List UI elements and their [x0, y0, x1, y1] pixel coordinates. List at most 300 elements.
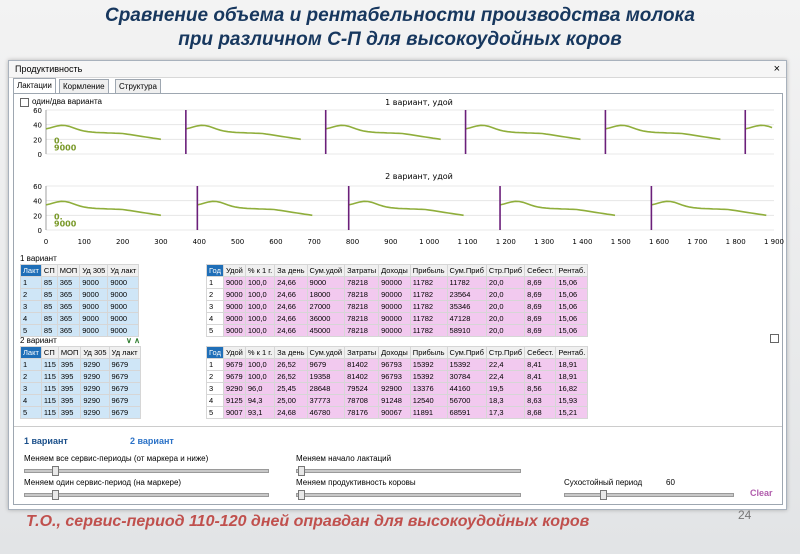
table-cell[interactable]: 79524: [345, 383, 379, 395]
lactation-curve: [197, 201, 312, 215]
table-cell[interactable]: 28648: [307, 383, 345, 395]
table-cell[interactable]: 2: [207, 371, 224, 383]
column-header[interactable]: Удой: [223, 347, 245, 359]
table-cell[interactable]: 1: [21, 277, 42, 289]
column-header[interactable]: Затраты: [345, 347, 379, 359]
change-productivity-slider[interactable]: [296, 490, 521, 498]
table-cell[interactable]: 68591: [447, 407, 486, 419]
clear-button[interactable]: Clear: [750, 488, 773, 498]
column-header[interactable]: Удой: [223, 265, 245, 277]
variant1-lactation-table: [20, 264, 139, 337]
table-cell[interactable]: 2: [21, 371, 42, 383]
column-header[interactable]: Уд лакт: [109, 347, 140, 359]
change-start-label: Меняем начало лактаций: [296, 454, 392, 463]
table-cell[interactable]: 9679: [109, 359, 140, 371]
table-cell[interactable]: 8,69: [525, 325, 556, 337]
table-cell[interactable]: 24,68: [275, 407, 307, 419]
table-cell[interactable]: 4: [207, 395, 224, 407]
table-cell[interactable]: 11782: [410, 313, 447, 325]
conclusion-text: Т.О., сервис-период 110-120 дней оправдан для высокоудойных коров: [26, 513, 590, 530]
table-cell[interactable]: 85: [41, 301, 57, 313]
table-cell[interactable]: 9000: [108, 325, 139, 337]
x-tick-label: 200: [115, 238, 130, 246]
column-header[interactable]: Сум.Приб: [447, 265, 486, 277]
table-cell[interactable]: 2: [21, 289, 42, 301]
table-cell[interactable]: 8,69: [525, 313, 556, 325]
table-cell[interactable]: 100,0: [245, 313, 274, 325]
column-header[interactable]: Затраты: [345, 265, 379, 277]
table-cell[interactable]: 9000: [307, 277, 345, 289]
y-tick-label: 60: [33, 107, 42, 115]
lactation-curve: [605, 125, 720, 139]
table-cell[interactable]: 11782: [410, 301, 447, 313]
close-icon[interactable]: ×: [773, 63, 780, 75]
table-cell[interactable]: 20,0: [486, 289, 524, 301]
y-tick-label: 20: [33, 212, 42, 221]
lactation-curve: [46, 201, 161, 215]
table-cell[interactable]: 78218: [345, 289, 379, 301]
table-row[interactable]: [207, 325, 588, 337]
table-cell[interactable]: 100,0: [245, 301, 274, 313]
column-header[interactable]: Стр.Приб: [486, 347, 524, 359]
table-cell[interactable]: 395: [58, 383, 80, 395]
table-cell[interactable]: 85: [41, 277, 57, 289]
table-cell[interactable]: 9000: [108, 313, 139, 325]
column-header[interactable]: МОП: [58, 347, 80, 359]
change-start-thumb[interactable]: [298, 466, 305, 476]
table-cell[interactable]: 78218: [345, 301, 379, 313]
table-row[interactable]: [21, 383, 141, 395]
table-cell[interactable]: 9290: [223, 383, 245, 395]
lactation-curve: [651, 201, 766, 215]
table-cell[interactable]: 8,41: [525, 371, 556, 383]
variant2-lactation-table: [20, 346, 141, 419]
table-cell[interactable]: 90000: [379, 325, 411, 337]
tab-structure[interactable]: Структура: [115, 79, 161, 94]
variant2-year-table: [206, 346, 588, 419]
table-cell[interactable]: 5: [21, 407, 42, 419]
table-cell[interactable]: 1: [207, 359, 224, 371]
table-cell[interactable]: 365: [57, 277, 79, 289]
table-cell[interactable]: 19,5: [486, 383, 524, 395]
table-cell[interactable]: 9000: [108, 289, 139, 301]
x-tick-label: 600: [269, 238, 283, 246]
x-tick-label: 1 000: [419, 238, 440, 246]
table-row[interactable]: [21, 395, 141, 407]
table-cell[interactable]: 4: [21, 313, 42, 325]
table-cell[interactable]: 23564: [447, 289, 486, 301]
table-cell[interactable]: 78218: [345, 325, 379, 337]
table-cell[interactable]: 78218: [345, 313, 379, 325]
table-cell[interactable]: 15,06: [556, 313, 588, 325]
table-cell[interactable]: 15,21: [556, 407, 588, 419]
table-cell[interactable]: 15392: [410, 371, 447, 383]
table-cell[interactable]: 24,66: [275, 313, 307, 325]
x-tick-label: 1 600: [649, 238, 670, 246]
x-tick-label: 700: [307, 238, 321, 246]
tab-lactations[interactable]: Лактации: [13, 78, 56, 94]
productivity-window: [8, 60, 787, 510]
table-cell[interactable]: 365: [57, 301, 79, 313]
table-cell[interactable]: 25,45: [275, 383, 307, 395]
column-header[interactable]: Рентаб.: [556, 265, 588, 277]
table-cell[interactable]: 47128: [447, 313, 486, 325]
column-header[interactable]: МОП: [57, 265, 79, 277]
table-cell[interactable]: 85: [41, 313, 57, 325]
table-cell[interactable]: 115: [41, 395, 58, 407]
table-cell[interactable]: 96793: [379, 359, 411, 371]
table-cell[interactable]: 9125: [223, 395, 245, 407]
table-row[interactable]: [21, 301, 139, 313]
table-row[interactable]: [207, 371, 588, 383]
table-cell[interactable]: 395: [58, 371, 80, 383]
table-cell[interactable]: 20,0: [486, 325, 524, 337]
table-row[interactable]: [21, 371, 141, 383]
table-cell[interactable]: 30784: [447, 371, 486, 383]
table-cell[interactable]: 96,0: [245, 383, 274, 395]
table-cell[interactable]: 9000: [80, 289, 108, 301]
table-cell[interactable]: 395: [58, 407, 80, 419]
table-cell[interactable]: 78218: [345, 277, 379, 289]
x-tick-label: 800: [345, 238, 360, 246]
table-cell[interactable]: 11782: [410, 325, 447, 337]
table-cell[interactable]: 22,4: [486, 371, 524, 383]
table-cell[interactable]: 8,69: [525, 289, 556, 301]
column-header[interactable]: Доходы: [379, 265, 411, 277]
table-cell[interactable]: 16,82: [556, 383, 588, 395]
table-cell[interactable]: 12540: [410, 395, 447, 407]
table-cell[interactable]: 18000: [307, 289, 345, 301]
table-cell[interactable]: 85: [41, 325, 57, 337]
column-header[interactable]: Уд 305: [81, 347, 109, 359]
column-header[interactable]: Сум.удой: [307, 347, 345, 359]
table-cell[interactable]: 25,00: [275, 395, 307, 407]
table-cell[interactable]: 9679: [223, 359, 245, 371]
table-cell[interactable]: 115: [41, 383, 58, 395]
table-cell[interactable]: 9290: [81, 407, 109, 419]
column-header[interactable]: Доходы: [379, 347, 411, 359]
x-tick-label: 300: [154, 238, 168, 246]
change-one-slider[interactable]: [24, 490, 269, 498]
table-row[interactable]: [207, 407, 588, 419]
column-header[interactable]: Сум.Приб: [447, 347, 486, 359]
table-row[interactable]: [21, 407, 141, 419]
table-cell[interactable]: 90067: [379, 407, 411, 419]
y-tick-label: 0: [37, 151, 42, 159]
lactation-curve: [326, 125, 441, 139]
y-tick-label: 0: [37, 227, 42, 235]
column-header[interactable]: За день: [275, 347, 307, 359]
table-row[interactable]: [21, 325, 139, 337]
table-cell[interactable]: 3: [207, 383, 224, 395]
x-tick-label: 1 300: [534, 238, 555, 246]
lactation-curve: [46, 125, 161, 139]
controls-divider: [14, 426, 782, 427]
table-cell[interactable]: 9679: [109, 371, 140, 383]
table-row[interactable]: [207, 359, 588, 371]
change-all-slider[interactable]: [24, 466, 269, 474]
table-cell[interactable]: 100,0: [245, 325, 274, 337]
table-cell[interactable]: 1: [21, 359, 42, 371]
table-row[interactable]: [21, 359, 141, 371]
column-header[interactable]: Рентаб.: [556, 347, 588, 359]
table-cell[interactable]: 15,06: [556, 277, 588, 289]
side-checkbox[interactable]: [770, 334, 779, 343]
table-cell[interactable]: 20,0: [486, 301, 524, 313]
change-all-thumb[interactable]: [52, 466, 59, 476]
table-cell[interactable]: 13376: [410, 383, 447, 395]
table-cell[interactable]: 90000: [379, 301, 411, 313]
table-cell[interactable]: 9679: [223, 371, 245, 383]
variant1-title: 1 вариант: [20, 254, 57, 263]
tab-feeding[interactable]: Кормление: [59, 79, 109, 94]
x-tick-label: 1 400: [572, 238, 593, 246]
table-cell[interactable]: 9000: [223, 277, 245, 289]
x-tick-label: 500: [230, 238, 245, 246]
dry-period-value: 60: [666, 478, 675, 487]
table-cell[interactable]: 15,06: [556, 301, 588, 313]
table-row[interactable]: [207, 313, 588, 325]
table-cell[interactable]: 115: [41, 371, 58, 383]
table-cell[interactable]: 2: [207, 289, 224, 301]
table-row[interactable]: [21, 289, 139, 301]
table-cell[interactable]: 93,1: [245, 407, 274, 419]
table-cell[interactable]: 37773: [307, 395, 345, 407]
column-header[interactable]: Сум.удой: [307, 265, 345, 277]
column-header[interactable]: Уд 305: [80, 265, 108, 277]
table-cell[interactable]: 9000: [223, 289, 245, 301]
x-tick-label: 1 700: [687, 238, 708, 246]
chart-top-title: 1 вариант, удой: [385, 98, 453, 107]
table-cell[interactable]: 9000: [80, 277, 108, 289]
column-header[interactable]: Год: [207, 347, 224, 359]
column-header[interactable]: Лакт: [21, 265, 42, 277]
x-tick-label: 400: [192, 238, 206, 246]
column-header[interactable]: Лакт: [21, 347, 42, 359]
start-label: 0.: [54, 212, 63, 222]
table-cell[interactable]: 9290: [81, 395, 109, 407]
column-header[interactable]: Год: [207, 265, 224, 277]
column-header[interactable]: За день: [275, 265, 307, 277]
change-all-label: Меняем все сервис-периоды (от маркера и ниже): [24, 454, 209, 463]
x-tick-label: 1 500: [610, 238, 631, 246]
table-cell[interactable]: 18,3: [486, 395, 524, 407]
table-cell[interactable]: 24,66: [275, 289, 307, 301]
table-cell[interactable]: 100,0: [245, 277, 274, 289]
table-cell[interactable]: 9000: [223, 325, 245, 337]
column-header[interactable]: % к 1 г.: [245, 347, 274, 359]
table-cell[interactable]: 45000: [307, 325, 345, 337]
variant2-arrows[interactable]: ∨ ∧: [126, 336, 140, 345]
table-cell[interactable]: 94,3: [245, 395, 274, 407]
table-cell[interactable]: 8,56: [525, 383, 556, 395]
table-cell[interactable]: 78176: [345, 407, 379, 419]
table-cell[interactable]: 9290: [81, 383, 109, 395]
x-tick-label: 0: [43, 238, 49, 246]
table-cell[interactable]: 15,93: [556, 395, 588, 407]
table-cell[interactable]: 100,0: [245, 359, 274, 371]
table-cell[interactable]: 15,06: [556, 289, 588, 301]
table-cell[interactable]: 96793: [379, 371, 411, 383]
table-cell[interactable]: 5: [21, 325, 42, 337]
table-cell[interactable]: 395: [58, 359, 80, 371]
table-cell[interactable]: 4: [207, 313, 224, 325]
table-cell[interactable]: 9679: [307, 359, 345, 371]
slide-title-line2: при различном С-П для высокоудойных коров: [178, 29, 622, 50]
lactations-pane: [13, 93, 783, 505]
table-row[interactable]: [207, 277, 588, 289]
x-tick-label: 1 100: [457, 238, 478, 246]
x-tick-label: 900: [384, 238, 398, 246]
table-cell[interactable]: 90000: [379, 313, 411, 325]
table-cell[interactable]: 1: [207, 277, 224, 289]
table-header-row: [21, 347, 141, 359]
lactation-curve: [500, 201, 615, 215]
table-cell[interactable]: 26,52: [275, 359, 307, 371]
table-cell[interactable]: 11782: [410, 289, 447, 301]
table-cell[interactable]: 3: [21, 383, 42, 395]
table-header-row: [207, 347, 588, 359]
column-header[interactable]: СП: [41, 347, 58, 359]
table-cell[interactable]: 8,69: [525, 277, 556, 289]
table-cell[interactable]: 9000: [80, 301, 108, 313]
change-start-slider[interactable]: [296, 466, 521, 474]
dry-period-slider[interactable]: [564, 490, 734, 498]
table-cell[interactable]: 18,91: [556, 359, 588, 371]
table-cell[interactable]: 20,0: [486, 313, 524, 325]
table-cell[interactable]: 78708: [345, 395, 379, 407]
table-cell[interactable]: 22,4: [486, 359, 524, 371]
table-cell[interactable]: 9000: [108, 301, 139, 313]
change-one-thumb[interactable]: [52, 490, 59, 500]
table-cell[interactable]: 15,06: [556, 325, 588, 337]
table-cell[interactable]: 56700: [447, 395, 486, 407]
table-cell[interactable]: 15392: [410, 359, 447, 371]
column-header[interactable]: СП: [41, 265, 57, 277]
table-cell[interactable]: 92900: [379, 383, 411, 395]
table-cell[interactable]: 9000: [223, 301, 245, 313]
column-header[interactable]: Себест.: [525, 347, 556, 359]
table-cell[interactable]: 9290: [81, 359, 109, 371]
table-cell[interactable]: 11891: [410, 407, 447, 419]
dry-period-thumb[interactable]: [600, 490, 607, 500]
table-cell[interactable]: 115: [41, 359, 58, 371]
table-cell[interactable]: 91248: [379, 395, 411, 407]
table-row[interactable]: [207, 301, 588, 313]
y-tick-label: 60: [33, 183, 42, 191]
table-cell[interactable]: 15392: [447, 359, 486, 371]
table-cell[interactable]: 8,63: [525, 395, 556, 407]
table-cell[interactable]: 5: [207, 325, 224, 337]
table-cell[interactable]: 115: [41, 407, 58, 419]
column-header[interactable]: Прибыль: [410, 347, 447, 359]
table-cell[interactable]: 20,0: [486, 277, 524, 289]
table-cell[interactable]: 100,0: [245, 289, 274, 301]
table-cell[interactable]: 365: [57, 313, 79, 325]
dry-period-label: Сухостойный период: [564, 478, 643, 487]
table-cell[interactable]: 5: [207, 407, 224, 419]
table-row[interactable]: [21, 277, 139, 289]
column-header[interactable]: Уд лакт: [108, 265, 139, 277]
table-cell[interactable]: 395: [58, 395, 80, 407]
table-cell[interactable]: 8,41: [525, 359, 556, 371]
y-tick-label: 40: [33, 197, 42, 206]
table-row[interactable]: [207, 383, 588, 395]
table-cell[interactable]: 9679: [109, 383, 140, 395]
table-row[interactable]: [21, 313, 139, 325]
table-cell[interactable]: 11782: [447, 277, 486, 289]
table-cell[interactable]: 85: [41, 289, 57, 301]
table-cell[interactable]: 24,66: [275, 301, 307, 313]
table-cell[interactable]: 18,91: [556, 371, 588, 383]
y-tick-label: 20: [33, 136, 42, 145]
table-cell[interactable]: 58910: [447, 325, 486, 337]
table-cell[interactable]: 24,66: [275, 277, 307, 289]
table-cell[interactable]: 9290: [81, 371, 109, 383]
table-cell[interactable]: 8,68: [525, 407, 556, 419]
table-cell[interactable]: 8,69: [525, 301, 556, 313]
change-productivity-thumb[interactable]: [298, 490, 305, 500]
column-header[interactable]: % к 1 г.: [245, 265, 274, 277]
table-cell[interactable]: 26,52: [275, 371, 307, 383]
change-productivity-label: Меняем продуктивность коровы: [296, 478, 416, 487]
start-label: 9000: [54, 143, 77, 153]
table-cell[interactable]: 11782: [410, 277, 447, 289]
table-cell[interactable]: 36000: [307, 313, 345, 325]
page-number: 24: [738, 508, 752, 522]
table-cell[interactable]: 9000: [80, 313, 108, 325]
x-tick-label: 1 200: [495, 238, 516, 246]
table-row[interactable]: [207, 289, 588, 301]
table-cell[interactable]: 3: [207, 301, 224, 313]
table-cell[interactable]: 9000: [223, 313, 245, 325]
table-cell[interactable]: 365: [57, 289, 79, 301]
table-cell[interactable]: 81402: [345, 359, 379, 371]
table-cell[interactable]: 90000: [379, 277, 411, 289]
lactation-curve: [745, 125, 772, 129]
table-cell[interactable]: 9007: [223, 407, 245, 419]
lactation-curve: [349, 201, 464, 215]
table-cell[interactable]: 35346: [447, 301, 486, 313]
table-cell[interactable]: 24,66: [275, 325, 307, 337]
table-cell[interactable]: 4: [21, 395, 42, 407]
table-cell[interactable]: 9000: [80, 325, 108, 337]
table-cell[interactable]: 44160: [447, 383, 486, 395]
column-header[interactable]: Себест.: [525, 265, 556, 277]
table-row[interactable]: [207, 395, 588, 407]
table-cell[interactable]: 19358: [307, 371, 345, 383]
variant2-radio[interactable]: 2 вариант: [130, 436, 174, 446]
table-cell[interactable]: 9000: [108, 277, 139, 289]
table-cell[interactable]: 100,0: [245, 371, 274, 383]
variant1-radio[interactable]: 1 вариант: [24, 436, 68, 446]
table-cell[interactable]: 3: [21, 301, 42, 313]
table-cell[interactable]: 90000: [379, 289, 411, 301]
column-header[interactable]: Прибыль: [410, 265, 447, 277]
table-cell[interactable]: 9679: [109, 395, 140, 407]
slide-title-line1: Сравнение объема и рентабельности производства молока: [104, 5, 695, 26]
start-label: 9000: [54, 219, 77, 229]
table-cell[interactable]: 17,3: [486, 407, 524, 419]
table-cell[interactable]: 81402: [345, 371, 379, 383]
table-cell[interactable]: 9679: [109, 407, 140, 419]
table-cell[interactable]: 27000: [307, 301, 345, 313]
table-cell[interactable]: 365: [57, 325, 79, 337]
table-cell[interactable]: 46780: [307, 407, 345, 419]
start-label: 0.: [54, 136, 63, 146]
column-header[interactable]: Стр.Приб: [486, 265, 524, 277]
chart-bottom-title: 2 вариант, удой: [385, 172, 453, 181]
